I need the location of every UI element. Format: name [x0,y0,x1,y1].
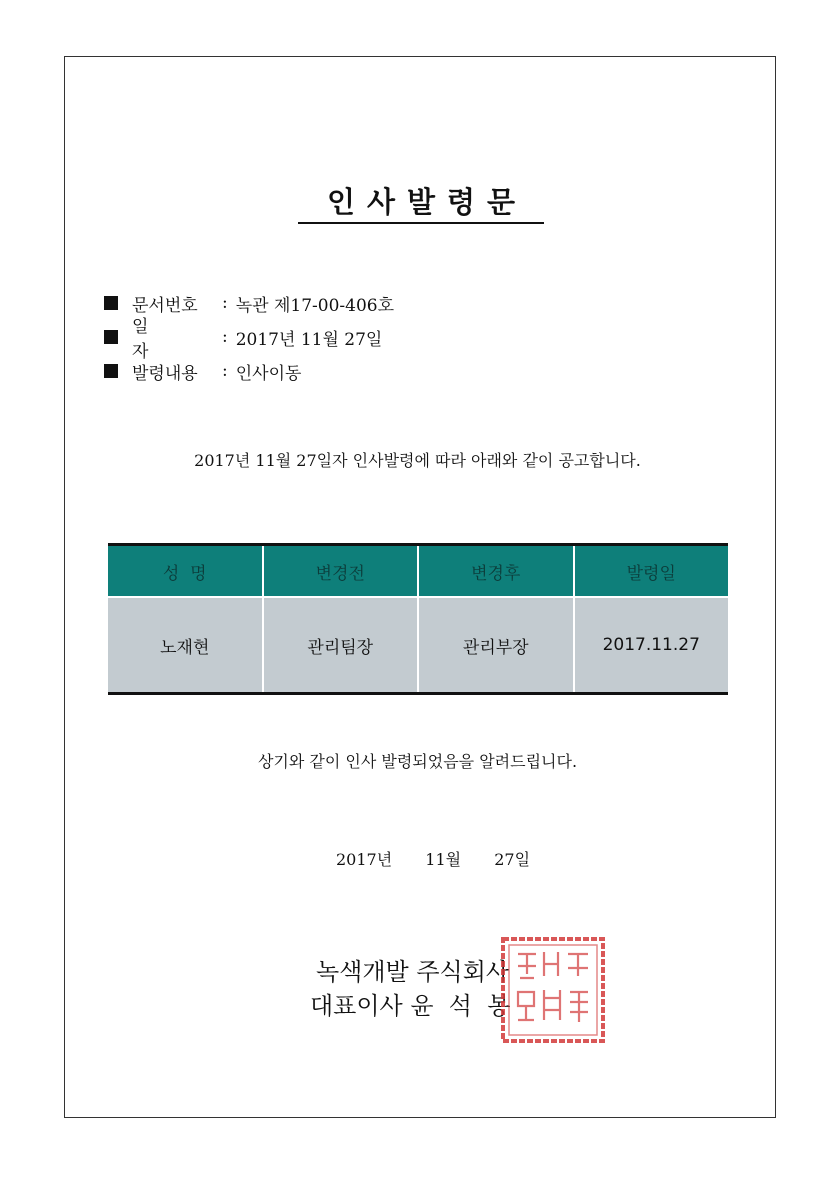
meta-label: 문서번호 [132,295,198,316]
issue-date [336,847,558,870]
square-bullet-icon [104,364,118,378]
meta-value: 2017년 11월 27일 [235,329,383,350]
meta-separator: : [222,293,228,313]
table-header [108,546,728,598]
document-title: 인사발령문 [326,185,528,219]
cell-before: 관리팀장 [262,598,418,692]
cell-date: 2017.11.27 [573,598,729,692]
meta-row-date [104,317,394,362]
meta-separator: : [222,327,228,347]
meta-label: 일자 [132,317,179,362]
ceo-name: 대표이사 윤 석 봉 [310,992,511,1020]
header-cell-date: 발령일 [573,546,729,596]
intro-text: 2017년 11월 27일자 인사발령에 따라 아래와 같이 공고합니다. [194,451,641,470]
company-name: 녹색개발 주식회사 [316,958,510,986]
meta-value: 인사이동 [235,363,302,384]
table-row [108,598,728,692]
square-bullet-icon [104,330,118,344]
square-bullet-icon [104,296,118,310]
meta-row-content [104,354,394,388]
date-year: 2017년 [336,850,393,869]
company-seal-stamp [500,936,606,1044]
meta-value: 녹관 제17-00-406호 [235,295,395,316]
closing-text: 상기와 같이 인사 발령되었음을 알려드립니다. [257,752,578,771]
header-cell-before: 변경전 [262,546,418,596]
meta-label: 발령내용 [132,363,198,384]
header-cell-after: 변경후 [417,546,573,596]
date-day: 27일 [494,850,531,869]
title-underline [298,222,544,224]
date-month: 11월 [425,850,462,869]
personnel-table [108,543,728,695]
cell-name: 노재현 [160,637,210,658]
meta-block [104,286,394,388]
meta-separator: : [222,361,228,381]
header-cell-name: 성 명 [162,563,207,584]
cell-after: 관리부장 [417,598,573,692]
